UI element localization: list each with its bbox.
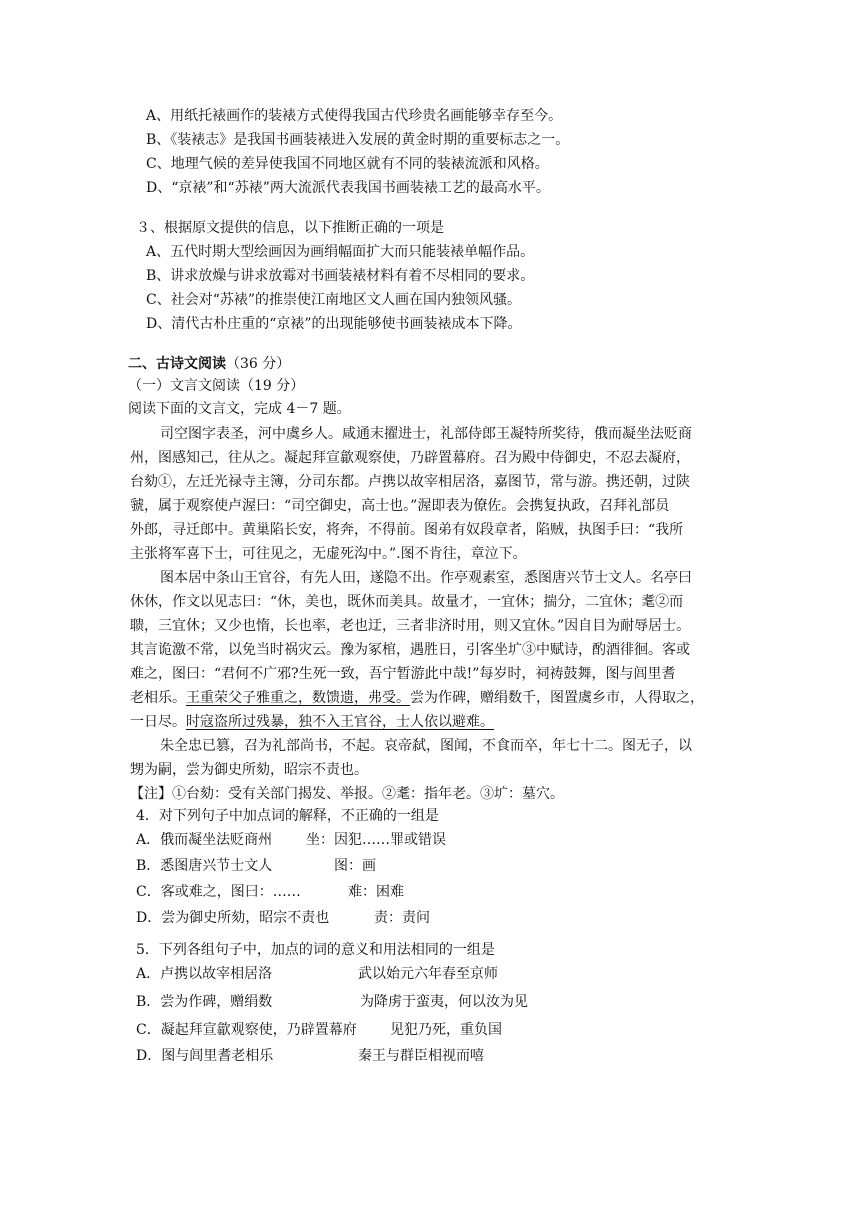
q4-option-b-sentence: B．悉图唐兴节士文人 <box>136 858 273 874</box>
passage-line: 其言诡激不常，以免当时祸灾云。豫为冢棺，遇胜日，引客坐圹③中赋诗，酌酒徘徊。客或 <box>130 642 690 658</box>
passage-line <box>130 712 494 732</box>
passage-line: 甥为嗣，尝为御史所劾，昭宗不责也。 <box>130 762 368 778</box>
q2-option-a: A、用纸托裱画作的装裱方式使得我国古代珍贵名画能够幸存至今。 <box>146 108 563 124</box>
q4-option-a-gloss: 坐：因犯……罪或错误 <box>306 832 446 848</box>
underlined-sentence: 时寇盗所过残暴，独不入王官谷，士人依以避难。 <box>186 714 494 730</box>
q3-option-c: C、社会对“苏裱”的推崇使江南地区文人画在国内独领风骚。 <box>146 292 522 308</box>
passage-line <box>130 688 704 708</box>
passage-text: 一日尽。 <box>130 714 186 730</box>
q5-stem: 5．下列各组句子中，加点的词的意义和用法相同的一组是 <box>136 942 495 958</box>
section-heading-score: （36 分） <box>226 356 291 372</box>
instruction: 阅读下面的文言文，完成 4－7 题。 <box>128 401 351 417</box>
q4-option-d-gloss: 责：责问 <box>374 910 430 926</box>
passage-line: 司空图字表圣，河中虞乡人。咸通末擢进士，礼部侍郎王凝特所奖待，俄而凝坐法贬商 <box>160 426 692 442</box>
q3-option-d: D、清代古朴庄重的“京裱”的出现能够使书画装裱成本下降。 <box>146 316 522 332</box>
q3-option-b: B、讲求放燥与讲求放霉对书画装裱材料有着不尽相同的要求。 <box>146 268 535 284</box>
footnote: 【注】①台劾：受有关部门揭发、举报。②耄：指年老。③圹：墓穴。 <box>130 786 564 802</box>
q4-option-c-gloss: 难：困难 <box>348 884 404 900</box>
q5-option-a-first: A．卢携以故宰相居洛 <box>136 966 273 982</box>
q2-option-b: B、《装裱志》是我国书画装裱进入发展的黄金时期的重要标志之一。 <box>146 132 570 148</box>
q5-option-d-second: 秦王与群臣相视而嘻 <box>358 1048 484 1064</box>
passage-line: 图本居中条山王官谷，有先人田，遂隐不出。作亭观素室，悉图唐兴节士文人。名亭曰 <box>160 570 692 586</box>
q3-stem: ３、根据原文提供的信息，以下推断正确的一项是 <box>136 220 444 236</box>
passage-line: 聩，三宜休；又少也惰，长也率，老也迂，三者非济时用，则又宜休。”因自目为耐辱居士。 <box>130 618 691 634</box>
q3-option-a: A、五代时期大型绘画因为画绢幅面扩大而只能装裱单幅作品。 <box>146 244 535 260</box>
q5-option-c-first: C．凝起拜宣歙观察使，乃辟置幕府 <box>136 1022 357 1038</box>
section-heading-title: 二、古诗文阅读 <box>128 356 226 372</box>
q4-stem: 4．对下列句子中加点词的解释，不正确的一组是 <box>136 808 439 824</box>
passage-line: 州，图感知己，往从之。凝起拜宣歙观察使，乃辟置幕府。召为殿中侍御史，不忍去凝府， <box>130 450 690 466</box>
q4-option-a-sentence: A．俄而凝坐法贬商州 <box>136 832 273 848</box>
q5-option-d-first: D．图与闾里耆老相乐 <box>136 1048 274 1064</box>
underlined-sentence: 王重荣父子雅重之，数馈遗，弗受。 <box>186 690 410 706</box>
q2-option-c: C、地理气候的差异使我国不同地区就有不同的装裱流派和风格。 <box>146 156 549 172</box>
passage-line: 外郎，寻迁郎中。黄巢陷长安，将奔，不得前。图弟有奴段章者，陷贼，执图手曰：“我所 <box>130 522 684 538</box>
q2-option-d: D、“京裱”和“苏裱”两大流派代表我国书画装裱工艺的最高水平。 <box>146 180 550 196</box>
q4-option-d-sentence: D．尝为御史所劾，昭宗不责也 <box>136 910 330 926</box>
q5-option-b-second: 为降虏于蛮夷，何以汝为见 <box>360 994 528 1010</box>
passage-line: 难之，图曰：“君何不广邪?生死一致，吾宁暂游此中哉!”每岁时，祠祷鼓舞，图与闾里耆 <box>130 666 676 682</box>
passage-line: 虢，属于观察使卢渥曰：“司空御史，高士也。”渥即表为僚佐。会携复执政，召拜礼部员 <box>130 498 670 514</box>
subsection-heading: （一）文言文阅读（19 分） <box>128 378 305 394</box>
passage-text: 尝为作碑，赠绢数千，图置虞乡市，人得取之， <box>410 690 704 706</box>
q5-option-a-second: 武以始元六年春至京师 <box>358 966 498 982</box>
passage-line: 台劾①，左迁光禄寺主簿，分司东都。卢携以故宰相居洛，嘉图节，常与游。携还朝，过陕 <box>130 474 690 490</box>
q4-option-b-gloss: 图：画 <box>334 858 376 874</box>
passage-line: 休休，作文以见志曰：“休，美也，既休而美具。故量才，一宜休；揣分，二宜休；耄②而 <box>130 594 684 610</box>
q5-option-b-first: B．尝为作碑，赠绢数 <box>136 994 273 1010</box>
section-heading <box>128 354 290 374</box>
q4-option-c-sentence: C．客或难之，图曰：…… <box>136 884 301 900</box>
q5-option-c-second: 见犯乃死，重负国 <box>390 1022 502 1038</box>
passage-line: 主张将军喜下士，可往见之，无虚死沟中。”.图不肯往，章泣下。 <box>130 546 527 562</box>
passage-text: 老相乐。 <box>130 690 186 706</box>
passage-line: 朱全忠已篡，召为礼部尚书，不起。哀帝弑，图闻，不食而卒，年七十二。图无子，以 <box>160 738 692 754</box>
